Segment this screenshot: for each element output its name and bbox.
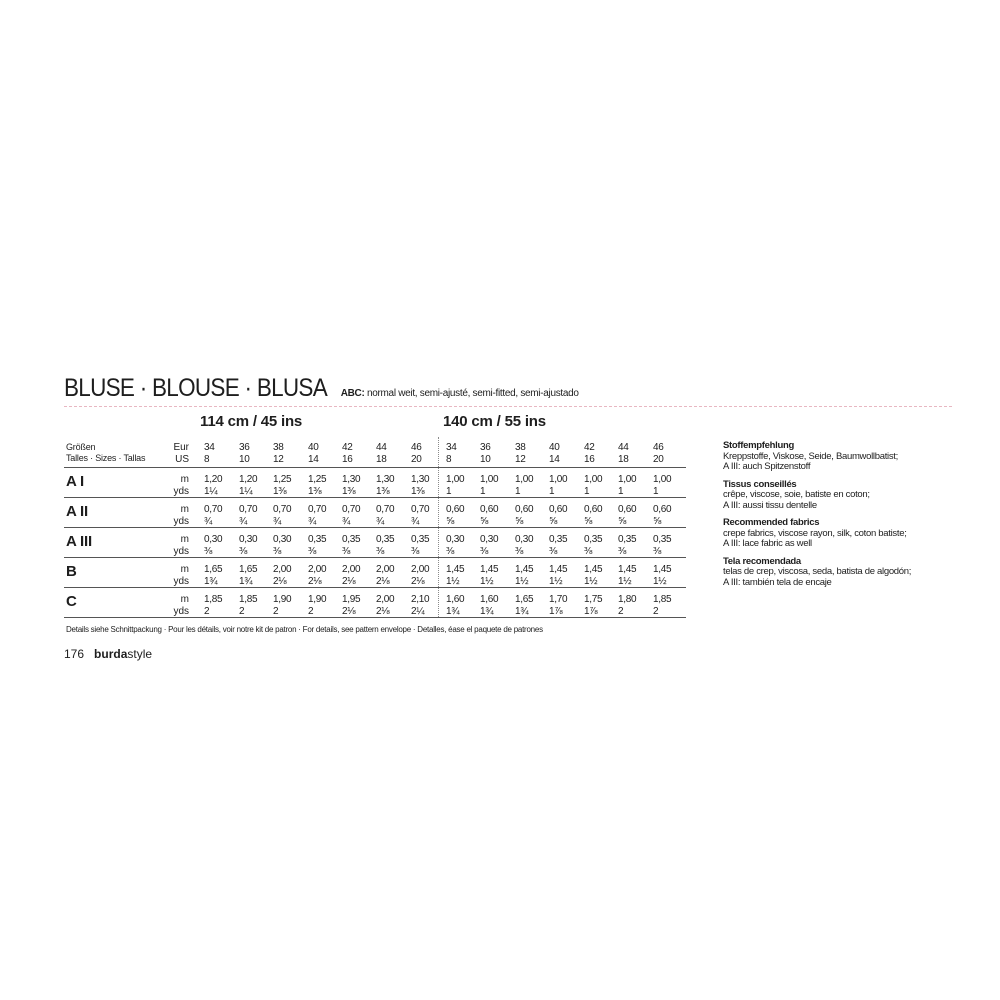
meter-cell: 0,70 [411, 504, 430, 515]
meter-cell: 1,75 [584, 594, 603, 605]
meter-cell: 0,35 [618, 534, 637, 545]
yards-cell: ⅜ [411, 546, 420, 557]
meter-cell: 1,25 [308, 474, 327, 485]
size-eur-cell: 46 [653, 442, 664, 453]
fabric-line: Kreppstoffe, Viskose, Seide, Baumwollbatist; [723, 450, 898, 462]
size-us-cell: 12 [515, 454, 526, 465]
yards-cell: 2 [239, 606, 245, 617]
meter-cell: 0,70 [342, 504, 361, 515]
yards-cell: ⅜ [480, 546, 489, 557]
meter-cell: 0,60 [515, 504, 534, 515]
meter-cell: 1,90 [308, 594, 327, 605]
yards-cell: 2 [653, 606, 659, 617]
title-divider [64, 406, 952, 407]
yards-cell: 1⅜ [411, 486, 425, 497]
meter-cell: 2,00 [308, 564, 327, 575]
yards-cell: ⅜ [376, 546, 385, 557]
row-separator [64, 467, 686, 468]
meter-cell: 1,00 [480, 474, 499, 485]
yards-cell: ⅜ [204, 546, 213, 557]
meter-cell: 0,70 [376, 504, 395, 515]
row-label: B [66, 563, 77, 580]
yards-cell: 1½ [515, 576, 529, 587]
yards-cell: 1¾ [239, 576, 253, 587]
yards-cell: 2⅛ [376, 576, 390, 587]
meter-cell: 0,35 [549, 534, 568, 545]
row-separator [64, 527, 686, 528]
yards-cell: 1 [446, 486, 452, 497]
size-us-cell: 20 [411, 454, 422, 465]
yards-cell: ⅝ [618, 516, 627, 527]
row-separator [64, 497, 686, 498]
yards-cell: 2⅛ [342, 576, 356, 587]
yards-cell: 2 [308, 606, 314, 617]
yards-cell: ¾ [342, 516, 351, 527]
unit-yds: yds [173, 606, 189, 617]
yards-cell: ⅝ [549, 516, 558, 527]
row-label: A II [66, 503, 88, 520]
page-title: BLUSE · BLOUSE · BLUSA [64, 374, 328, 402]
yards-cell: ⅝ [480, 516, 489, 527]
yards-cell: 1 [618, 486, 624, 497]
yards-cell: ⅜ [239, 546, 248, 557]
meter-cell: 1,85 [653, 594, 672, 605]
yards-cell: ⅜ [549, 546, 558, 557]
size-us-cell: 10 [480, 454, 491, 465]
meter-cell: 0,30 [273, 534, 292, 545]
yards-cell: 2⅛ [342, 606, 356, 617]
meter-cell: 0,35 [411, 534, 430, 545]
meter-cell: 1,45 [446, 564, 465, 575]
fabric-recommendations [723, 441, 953, 595]
yards-cell: 1¾ [204, 576, 218, 587]
size-eur-cell: 42 [342, 442, 353, 453]
meter-cell: 1,45 [480, 564, 499, 575]
yards-cell: 2 [204, 606, 210, 617]
meter-cell: 0,60 [446, 504, 465, 515]
row-separator [64, 557, 686, 558]
meter-cell: 1,95 [342, 594, 361, 605]
size-us-cell: 20 [653, 454, 664, 465]
yards-cell: 1¼ [204, 486, 218, 497]
size-eur-cell: 34 [204, 442, 215, 453]
fabric-title: Stoffempfehlung [723, 440, 794, 451]
yards-cell: 1½ [480, 576, 494, 587]
meter-cell: 2,00 [273, 564, 292, 575]
unit-m: m [180, 564, 189, 575]
size-us-cell: 16 [342, 454, 353, 465]
width-header-114: 114 cm / 45 ins [200, 413, 303, 430]
row-separator [64, 617, 686, 618]
meter-cell: 0,30 [239, 534, 258, 545]
meter-cell: 0,70 [239, 504, 258, 515]
meter-cell: 1,20 [239, 474, 258, 485]
yards-cell: 2 [618, 606, 624, 617]
meter-cell: 1,65 [239, 564, 258, 575]
meter-cell: 1,00 [446, 474, 465, 485]
yards-cell: 2⅛ [308, 576, 322, 587]
size-us-cell: 16 [584, 454, 595, 465]
yards-cell: ⅝ [446, 516, 455, 527]
meter-cell: 1,00 [653, 474, 672, 485]
size-us-cell: 14 [549, 454, 560, 465]
yards-cell: 1⅜ [376, 486, 390, 497]
meter-cell: 2,00 [342, 564, 361, 575]
fabric-line: crêpe, viscose, soie, batiste en coton; [723, 489, 870, 500]
meter-cell: 2,00 [411, 564, 430, 575]
meter-cell: 1,80 [618, 594, 637, 605]
yards-cell: ¾ [308, 516, 317, 527]
yards-cell: 1⅞ [584, 606, 598, 617]
size-us-cell: 8 [446, 454, 452, 465]
meter-cell: 1,65 [515, 594, 534, 605]
size-eur-cell: 46 [411, 442, 422, 453]
fabric-title: Tela recomendada [723, 555, 801, 567]
yards-cell: 2⅛ [411, 576, 425, 587]
yards-cell: 2 [273, 606, 279, 617]
size-eur-cell: 42 [584, 442, 595, 453]
meter-cell: 0,60 [549, 504, 568, 515]
meter-cell: 1,00 [549, 474, 568, 485]
yards-cell: ⅜ [618, 546, 627, 557]
meter-cell: 0,30 [515, 534, 534, 545]
meter-cell: 1,45 [653, 564, 672, 575]
meter-cell: 0,60 [480, 504, 499, 515]
size-eur-cell: 38 [515, 442, 526, 453]
meter-cell: 1,85 [204, 594, 223, 605]
meter-cell: 1,45 [618, 564, 637, 575]
meter-cell: 2,10 [411, 594, 430, 605]
meter-cell: 1,30 [342, 474, 361, 485]
size-eur-cell: 40 [549, 442, 560, 453]
yards-cell: 1⅜ [342, 486, 356, 497]
yards-cell: 1⅜ [308, 486, 322, 497]
fabric-title: Recommended fabrics [723, 517, 820, 528]
page-number: 176 [64, 647, 85, 661]
fabric-line: A III: lace fabric as well [723, 538, 812, 549]
yards-cell: 1½ [549, 576, 563, 587]
unit-m: m [180, 474, 189, 485]
row-label: A I [66, 473, 85, 490]
meter-cell: 0,70 [273, 504, 292, 515]
brand-burda: burda [94, 647, 128, 661]
unit-yds: yds [173, 486, 189, 497]
page-footer [64, 647, 152, 661]
meter-cell: 1,30 [376, 474, 395, 485]
yards-cell: 2⅛ [273, 576, 287, 587]
meter-cell: 0,60 [618, 504, 637, 515]
meter-cell: 0,30 [204, 534, 223, 545]
yards-cell: 1½ [446, 576, 460, 587]
meter-cell: 1,90 [273, 594, 292, 605]
yards-cell: ⅝ [653, 516, 662, 527]
size-us-cell: 18 [376, 454, 387, 465]
meter-cell: 0,35 [653, 534, 672, 545]
unit-yds: yds [173, 516, 189, 527]
size-eur-cell: 34 [446, 442, 457, 453]
fabric-line: telas de crep, viscosa, seda, batista de algodón; [723, 566, 912, 577]
unit-m: m [180, 504, 189, 515]
meter-cell: 1,60 [480, 594, 499, 605]
fabric-block-fr [723, 480, 953, 512]
meter-cell: 1,45 [584, 564, 603, 575]
yards-cell: ⅜ [584, 546, 593, 557]
fabric-line: crepe fabrics, viscose rayon, silk, coton batiste; [723, 527, 907, 539]
meter-cell: 1,85 [239, 594, 258, 605]
yards-cell: 2⅛ [376, 606, 390, 617]
sizes-label-rest: Talles · Sizes · Tallas [66, 453, 146, 463]
meter-cell: 1,00 [618, 474, 637, 485]
yards-cell: ⅝ [584, 516, 593, 527]
size-eur-cell: 38 [273, 442, 284, 453]
meter-cell: 0,35 [342, 534, 361, 545]
yards-cell: ¾ [204, 516, 213, 527]
fabric-title: Tissus conseillés [723, 478, 797, 490]
yards-cell: ⅜ [342, 546, 351, 557]
meter-cell: 0,30 [446, 534, 465, 545]
yards-cell: 1 [549, 486, 555, 497]
unit-yds: yds [173, 546, 189, 557]
unit-m: m [180, 594, 189, 605]
yards-cell: 1¼ [239, 486, 253, 497]
yards-cell: ⅝ [515, 516, 524, 527]
meter-cell: 2,00 [376, 594, 395, 605]
yards-cell: 1¾ [480, 606, 494, 617]
fabric-block-es [723, 557, 953, 589]
yards-cell: 1¾ [446, 606, 460, 617]
size-eur-cell: 36 [480, 442, 491, 453]
yards-cell: 1⅞ [549, 606, 563, 617]
unit-m: m [180, 534, 189, 545]
meter-cell: 1,60 [446, 594, 465, 605]
yards-cell: 1⅜ [273, 486, 287, 497]
yards-cell: 2¼ [411, 606, 425, 617]
meter-cell: 1,20 [204, 474, 223, 485]
size-us-cell: 8 [204, 454, 210, 465]
meter-cell: 0,35 [308, 534, 327, 545]
meter-cell: 1,00 [515, 474, 534, 485]
yards-cell: ¾ [411, 516, 420, 527]
yards-cell: ⅜ [653, 546, 662, 557]
width-header-140: 140 cm / 55 ins [443, 413, 546, 430]
size-eur-cell: 44 [376, 442, 387, 453]
yards-cell: 1 [584, 486, 590, 497]
meter-cell: 0,60 [584, 504, 603, 515]
yards-cell: ⅜ [308, 546, 317, 557]
fit-description [341, 388, 579, 399]
meter-cell: 1,45 [549, 564, 568, 575]
meter-cell: 0,35 [376, 534, 395, 545]
fit-text: normal weit, semi-ajusté, semi-fitted, semi-ajustado [366, 388, 579, 399]
brand-style: style [127, 647, 153, 661]
unit-us: US [175, 454, 189, 465]
yards-cell: ⅜ [515, 546, 524, 557]
size-eur-cell: 44 [618, 442, 629, 453]
meter-cell: 1,65 [204, 564, 223, 575]
row-label: C [66, 593, 77, 610]
yards-cell: ¾ [376, 516, 385, 527]
meter-cell: 1,00 [584, 474, 603, 485]
row-separator [64, 587, 686, 588]
sizes-label-de: Größen [66, 442, 96, 452]
size-us-cell: 12 [273, 454, 284, 465]
meter-cell: 0,70 [308, 504, 327, 515]
yards-cell: 1½ [653, 576, 667, 587]
yards-cell: 1 [480, 486, 486, 497]
fabric-line: A III: auch Spitzenstoff [723, 461, 811, 472]
unit-eur: Eur [173, 442, 189, 453]
size-us-cell: 18 [618, 454, 629, 465]
meter-cell: 0,35 [584, 534, 603, 545]
meter-cell: 2,00 [376, 564, 395, 575]
fabric-block-en [723, 518, 953, 550]
fabric-line: A III: aussi tissu dentelle [723, 499, 817, 511]
row-label: A III [66, 533, 92, 550]
yards-cell: 1 [653, 486, 659, 497]
size-us-cell: 14 [308, 454, 319, 465]
yards-cell: 1½ [618, 576, 632, 587]
unit-yds: yds [173, 576, 189, 587]
yards-cell: ⅜ [446, 546, 455, 557]
meter-cell: 0,60 [653, 504, 672, 515]
fabric-block-de [723, 441, 953, 473]
yards-cell: ¾ [239, 516, 248, 527]
meter-cell: 0,70 [204, 504, 223, 515]
fabric-line: A III: también tela de encaje [723, 576, 832, 588]
fit-label: ABC: [340, 388, 365, 399]
meter-cell: 1,45 [515, 564, 534, 575]
meter-cell: 0,30 [480, 534, 499, 545]
yards-cell: 1 [515, 486, 521, 497]
yards-cell: 1½ [584, 576, 598, 587]
meter-cell: 1,25 [273, 474, 292, 485]
yards-cell: 1¾ [515, 606, 529, 617]
yards-cell: ⅜ [273, 546, 282, 557]
meter-cell: 1,70 [549, 594, 568, 605]
meter-cell: 1,30 [411, 474, 430, 485]
size-us-cell: 10 [239, 454, 250, 465]
title-row [64, 374, 579, 403]
size-eur-cell: 36 [239, 442, 250, 453]
yards-cell: ¾ [273, 516, 282, 527]
footnote: Details siehe Schnittpackung · Pour les détails, voir notre kit de patron · For details, see pattern envelope · Detalles, éase el paquete de patrones [66, 625, 543, 634]
size-eur-cell: 40 [308, 442, 319, 453]
